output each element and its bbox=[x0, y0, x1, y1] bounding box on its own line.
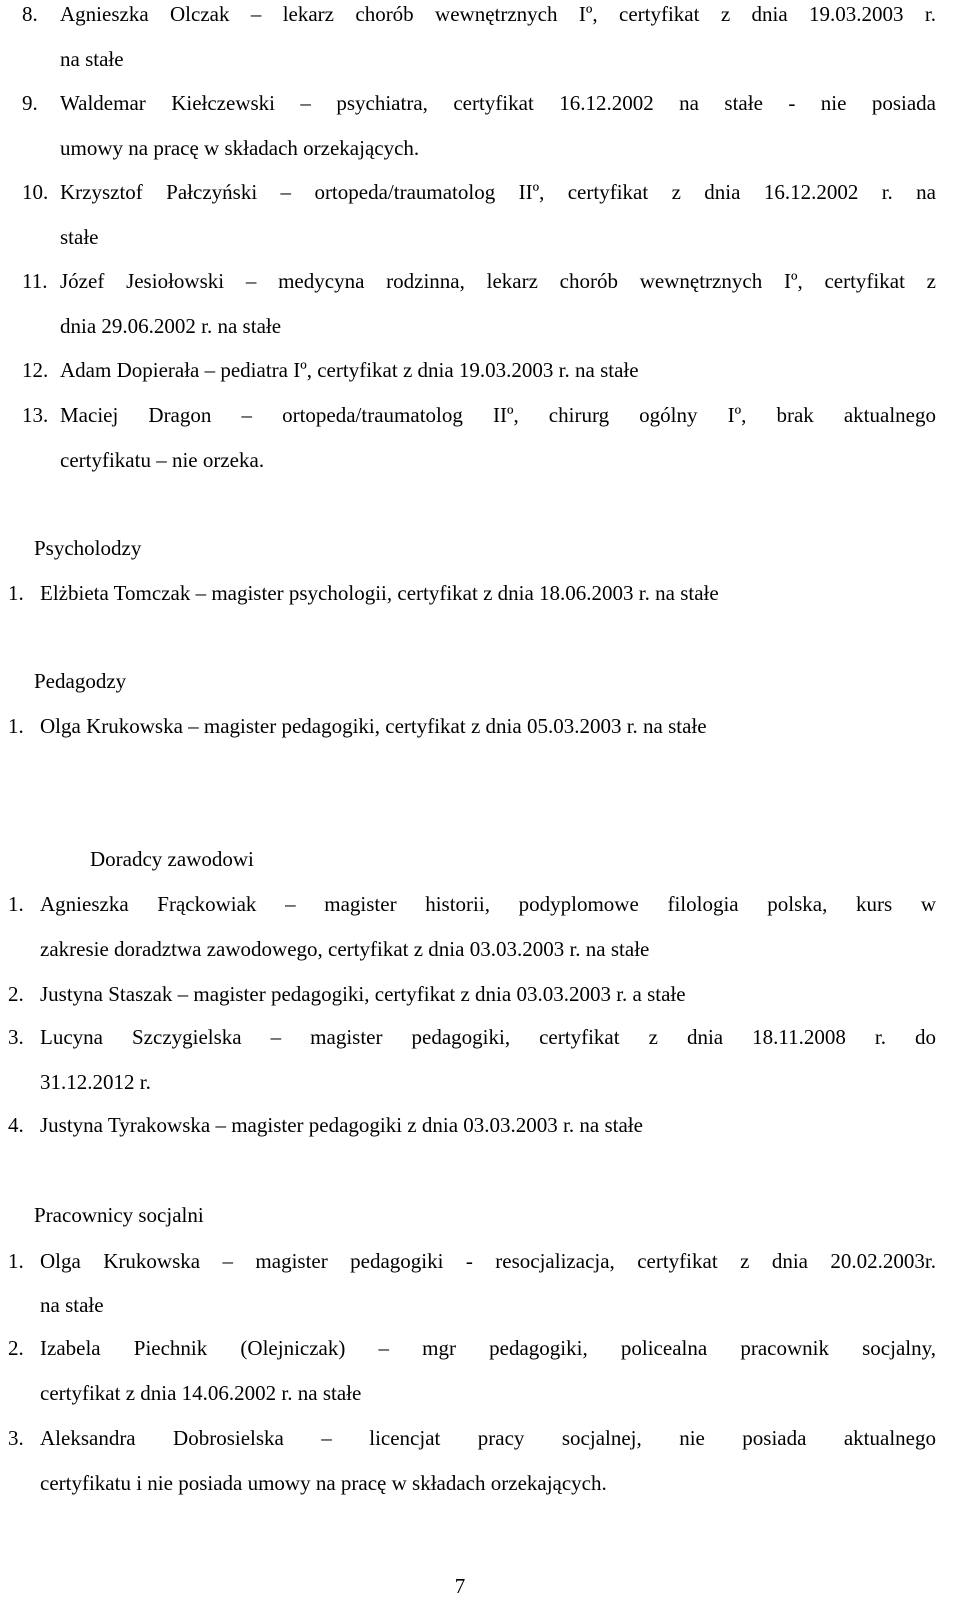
item-number: 12. bbox=[22, 358, 49, 382]
item-number: 11. bbox=[22, 269, 48, 293]
item-text-line: Justyna Staszak – magister pedagogiki, certyfikat z dnia 03.03.2003 r. a stałe bbox=[40, 982, 686, 1006]
section-heading: Doradcy zawodowi bbox=[90, 847, 254, 871]
item-text-line: stałe bbox=[60, 225, 99, 249]
item-text-line: 31.12.2012 r. bbox=[40, 1070, 151, 1094]
item-text-line: Justyna Tyrakowska – magister pedagogiki z dnia 03.03.2003 r. na stałe bbox=[40, 1113, 643, 1137]
item-number: 8. bbox=[22, 2, 38, 26]
item-text-line: Olga Krukowska – magister pedagogiki - resocjalizacja, certyfikat z dnia 20.02.2003r. bbox=[40, 1249, 936, 1273]
section-heading: Pedagodzy bbox=[34, 669, 127, 693]
item-text-line: Waldemar Kiełczewski – psychiatra, certyfikat 16.12.2002 na stałe - nie posiada bbox=[60, 91, 936, 115]
item-text-line: Krzysztof Pałczyński – ortopeda/traumatolog IIº, certyfikat z dnia 16.12.2002 r. na bbox=[60, 180, 936, 204]
item-number: 1. bbox=[8, 714, 24, 738]
item-text-line: Agnieszka Olczak – lekarz chorób wewnętrznych Iº, certyfikat z dnia 19.03.2003 r. bbox=[60, 2, 936, 26]
item-text-line: na stałe bbox=[40, 1293, 104, 1317]
item-number: 2. bbox=[8, 1336, 24, 1360]
item-text-line: umowy na pracę w składach orzekających. bbox=[60, 136, 420, 160]
item-number: 10. bbox=[22, 180, 49, 204]
item-text-line: Agnieszka Frąckowiak – magister historii, podyplomowe filologia polska, kurs w bbox=[40, 892, 936, 916]
item-text-line: zakresie doradztwa zawodowego, certyfikat z dnia 03.03.2003 r. na stałe bbox=[40, 937, 650, 961]
section-heading: Psycholodzy bbox=[34, 536, 142, 560]
item-text-line: na stałe bbox=[60, 47, 124, 71]
item-text-line: dnia 29.06.2002 r. na stałe bbox=[60, 314, 282, 338]
item-text-line: Józef Jesiołowski – medycyna rodzinna, lekarz chorób wewnętrznych Iº, certyfikat z bbox=[60, 269, 936, 293]
item-text-line: Maciej Dragon – ortopeda/traumatolog IIº, chirurg ogólny Iº, brak aktualnego bbox=[60, 403, 936, 427]
item-number: 3. bbox=[8, 1025, 24, 1049]
item-number: 1. bbox=[8, 892, 24, 916]
item-text-line: Olga Krukowska – magister pedagogiki, certyfikat z dnia 05.03.2003 r. na stałe bbox=[40, 714, 707, 738]
item-text-line: certyfikatu – nie orzeka. bbox=[60, 448, 265, 472]
item-text-line: certyfikat z dnia 14.06.2002 r. na stałe bbox=[40, 1381, 362, 1405]
item-text-line: certyfikatu i nie posiada umowy na pracę w składach orzekających. bbox=[40, 1471, 607, 1495]
item-text-line: Izabela Piechnik (Olejniczak) – mgr pedagogiki, policealna pracownik socjalny, bbox=[40, 1336, 936, 1360]
item-text-line: Aleksandra Dobrosielska – licencjat pracy socjalnej, nie posiada aktualnego bbox=[40, 1426, 936, 1450]
item-number: 3. bbox=[8, 1426, 24, 1450]
page-number: 7 bbox=[454, 1574, 466, 1598]
section-heading: Pracownicy socjalni bbox=[34, 1203, 204, 1227]
item-number: 4. bbox=[8, 1113, 24, 1137]
item-text-line: Lucyna Szczygielska – magister pedagogiki, certyfikat z dnia 18.11.2008 r. do bbox=[40, 1025, 936, 1049]
item-number: 1. bbox=[8, 1249, 24, 1273]
item-number: 13. bbox=[22, 403, 49, 427]
item-text-line: Adam Dopierała – pediatra Iº, certyfikat z dnia 19.03.2003 r. na stałe bbox=[60, 358, 639, 382]
item-number: 9. bbox=[22, 91, 38, 115]
item-text-line: Elżbieta Tomczak – magister psychologii, certyfikat z dnia 18.06.2003 r. na stałe bbox=[40, 581, 719, 605]
item-number: 2. bbox=[8, 982, 24, 1006]
item-number: 1. bbox=[8, 581, 24, 605]
